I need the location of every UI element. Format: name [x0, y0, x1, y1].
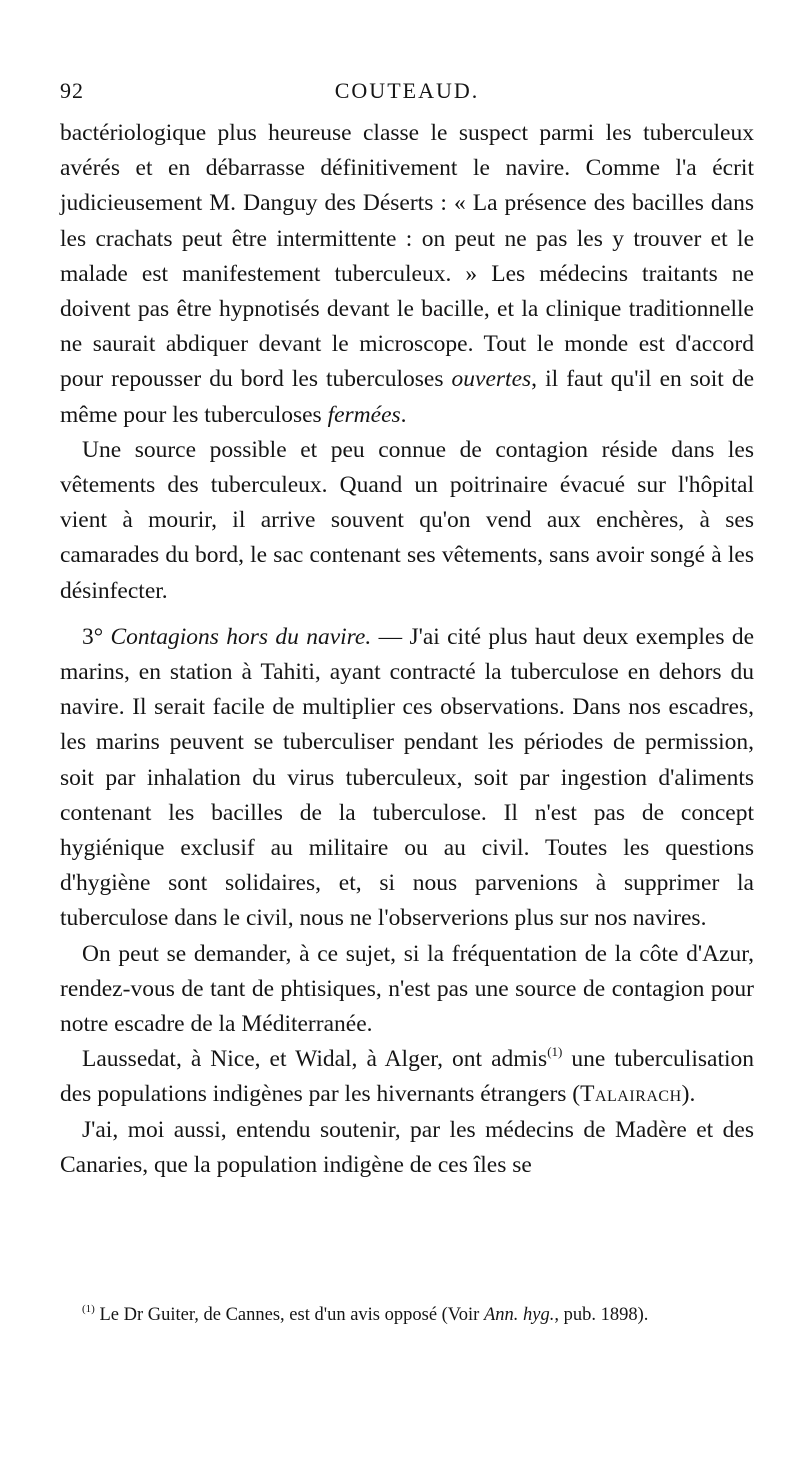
paragraph-text: Laussedat, à Nice, et Widal, à Alger, ont admis	[82, 1046, 548, 1073]
paragraph-text: — J'ai cité plus haut deux exemples de marins, en station à Tahiti, ayant contracté la tuberculose en dehors du navire. Il serait facile de multiplier ces observations. Dans nos escadres, les marins peuvent se tuberculiser pendant les périodes de permission, soit par inhalation du virus tuberculeux, soit par ingestion d'aliments contenant les bacilles de la tuberculose. Il n'est pas de concept hygiénique exclusif au militaire ou au civil. Toutes les questions d'hygiène sont solidaires, et, si nous parvenions à supprimer la tuberculose dans le civil, nous ne l'observerions plus sur nos navires.	[60, 623, 754, 932]
paragraph-2	[60, 433, 754, 609]
section-heading: Contagions hors du navire.	[110, 623, 372, 650]
paragraph-text: ).	[681, 1081, 696, 1108]
page-header	[60, 78, 754, 110]
author-smallcaps: Talairach	[580, 1081, 682, 1108]
paragraph-text: une tuberculisation des populations indigènes par les hivernants étrangers (	[60, 1046, 754, 1108]
running-title: COUTEAUD.	[334, 78, 480, 103]
paragraph-text: .	[400, 401, 407, 428]
footnote-marker: (1)	[82, 1303, 95, 1315]
paragraph-text: bactériologique plus heureuse classe le suspect parmi les tuberculeux avérés et en débarrasse définitivement le navire. Comme l'a écrit judicieusement M. Danguy des Déserts : « La présence des bacilles dans les crachats peut être intermittente : on peut ne pas les y trouver et le malade est manifestement tuberculeux. » Les médecins traitants ne doivent pas être hypnotisés devant le bacille, et la clinique traditionnelle ne saurait abdiquer devant le microscope. Tout le monde est d'accord pour repousser du bord les tuberculoses	[60, 120, 754, 393]
paragraph-text: On peut se demander, à ce sujet, si la fréquentation de la côte d'Azur, rendez-vous de tant de phtisiques, n'est pas une source de contagion pour notre escadre de la Méditerranée.	[60, 940, 754, 1038]
paragraph-text: Une source possible et peu connue de contagion réside dans les vêtements des tuberculeux. Quand un poitrinaire évacué sur l'hôpital vient à mourir, il arrive souvent qu'on vend aux enchères, à ses camarades du bord, le sac contenant ses vêtements, sans avoir songé à les désinfecter.	[60, 436, 754, 604]
page-number: 92	[60, 78, 84, 103]
footnote-reference: (1)	[547, 1044, 563, 1060]
emphasis-ouvertes: ouvertes	[451, 366, 532, 393]
footnote-text: , pub. 1898).	[554, 1305, 649, 1325]
footnote	[60, 1301, 754, 1330]
paragraph-1	[60, 116, 754, 433]
section-number: 3°	[82, 623, 104, 650]
paragraph-text: J'ai, moi aussi, entendu soutenir, par les médecins de Madère et des Canaries, que la population indigène de ces îles se	[60, 1116, 754, 1178]
emphasis-fermees: fermées	[327, 401, 401, 428]
footnote-emphasis: Ann. hyg.	[483, 1305, 555, 1325]
paragraph-5	[60, 1042, 754, 1112]
paragraph-4	[60, 937, 754, 1043]
footnote-text: Le Dr Guiter, de Cannes, est d'un avis opposé (Voir	[94, 1305, 484, 1325]
paragraph-text: , il faut qu'il en soit de même pour les tuberculoses	[60, 366, 755, 428]
paragraph-6	[60, 1113, 754, 1183]
body-text	[60, 116, 754, 1183]
paragraph-3	[60, 620, 754, 937]
